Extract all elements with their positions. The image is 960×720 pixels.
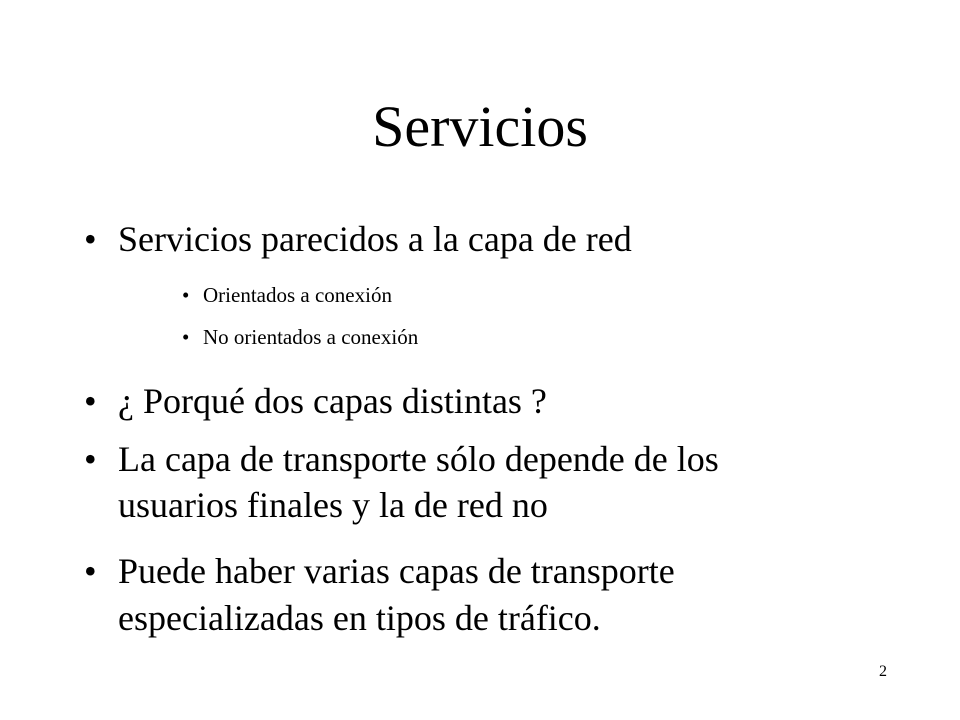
bullet-marker: • <box>84 439 97 479</box>
bullet-marker: • <box>84 219 97 259</box>
bullet-marker: • <box>84 551 97 591</box>
sub-bullet-text: Orientados a conexión <box>203 283 392 307</box>
bullet-text: Servicios parecidos a la capa de red <box>118 219 632 259</box>
sub-bullet-marker: • <box>182 325 190 349</box>
bullet-text-line-2: especializadas en tipos de tráfico. <box>118 598 601 638</box>
page-number: 2 <box>879 663 887 680</box>
bullet-text-line-1: Puede haber varias capas de transporte <box>118 551 675 591</box>
sub-bullet-text: No orientados a conexión <box>203 325 419 349</box>
bullet-marker: • <box>84 381 97 421</box>
slide-title: Servicios <box>372 94 588 159</box>
bullet-text-line-2: usuarios finales y la de red no <box>118 485 548 525</box>
bullet-text: ¿ Porqué dos capas distintas ? <box>118 381 547 421</box>
bullet-text-line-1: La capa de transporte sólo depende de los <box>118 439 719 479</box>
sub-bullet-marker: • <box>182 283 190 307</box>
